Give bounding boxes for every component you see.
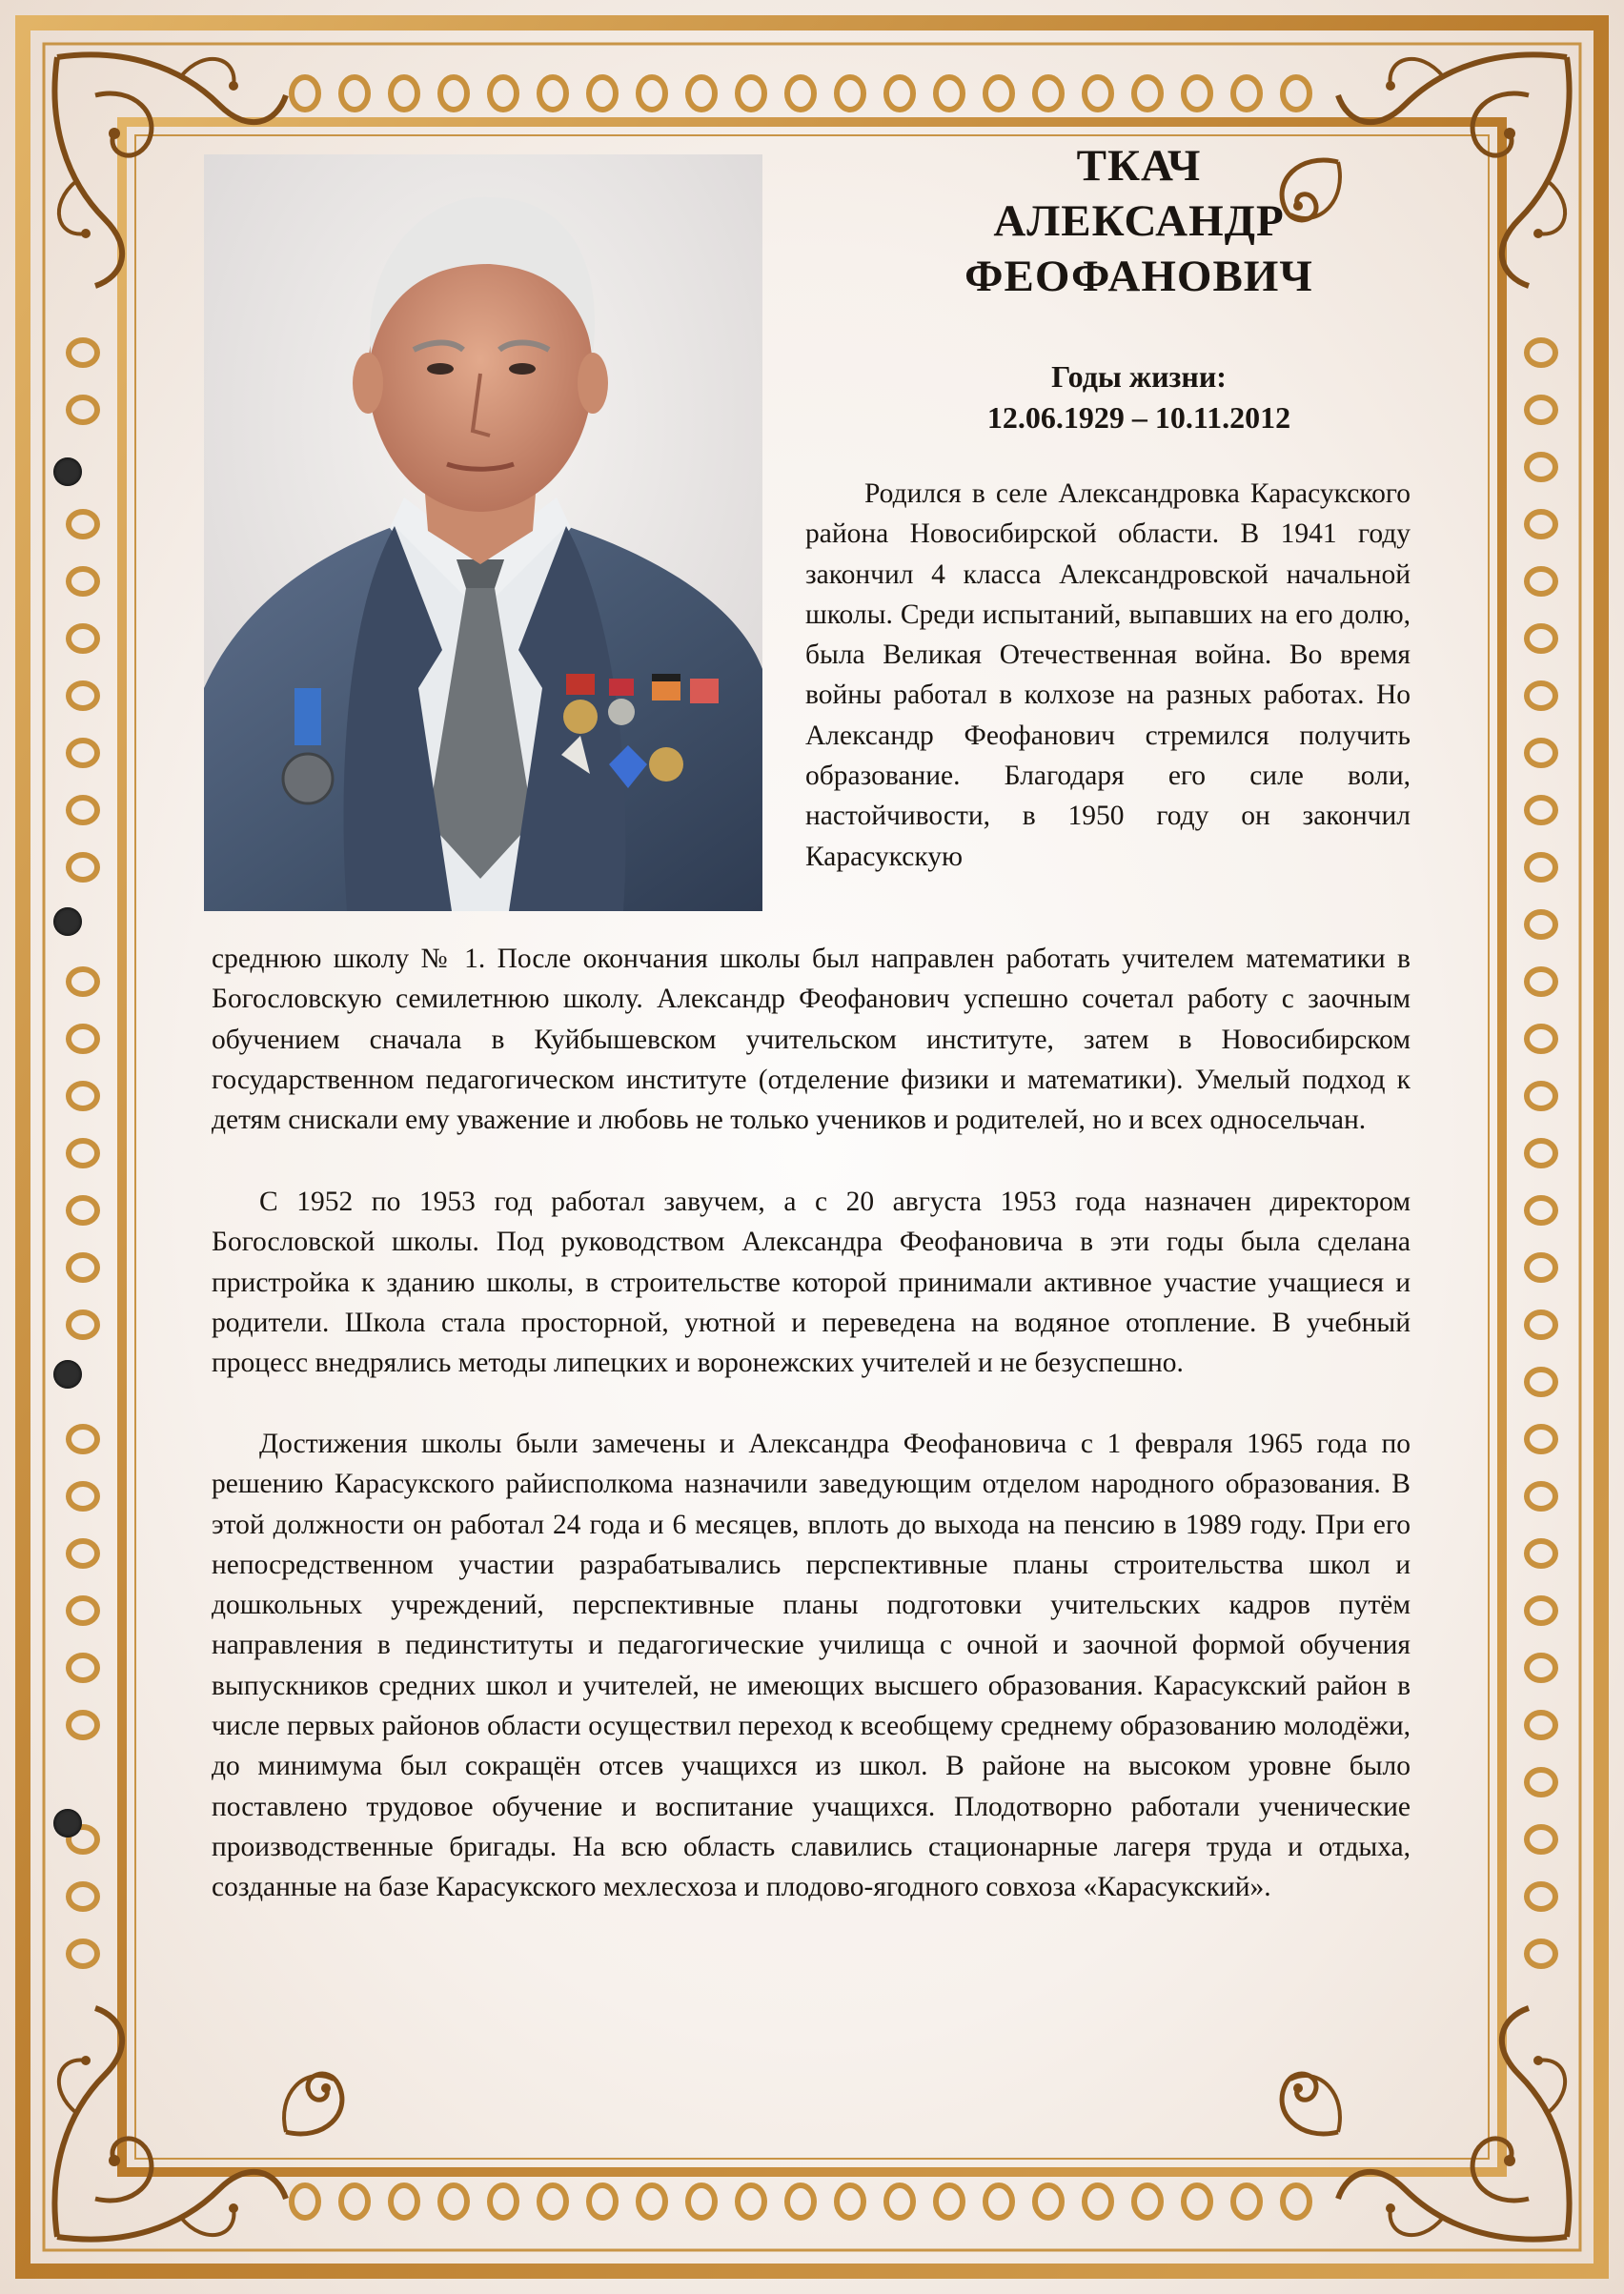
paragraph-3: Достижения школы были замечены и Александра Феофановича с 1 февраля 1965 года по решению Карасукского райисполкома назначили заведующим отделом народного образования. В этой должности он работал 24 года и 6 месяцев, вплоть до выхода на пенсию в 1989 году. При его непосредственном участии разрабатывались перспективные планы строительства школ и дошкольных учреждений, перспективные планы подготовки учительских кадров путём направления в пединституты и педагогические училища с очной и заочной формой обучения выпускников средних школ и учителей, не имеющих высшего образования. Карасукский район в числе первых районов области осуществил переход к всеобщему среднему образованию молодёжи, до минимума был сокращён отсев учащихся из школ. В районе на высоком уровне было поставлено трудовое обучение и воспитание учащихся. Плодотворно работали ученические производственные бригады. На всю область славились стационарные лагеря труда и отдыха, созданные на базе Карасукского мехлесхоза и плодово-ягодного совхоза «Карасукский». — [212, 1429, 1411, 1903]
binder-hole — [53, 1360, 82, 1389]
portrait-photo — [204, 154, 762, 911]
binder-hole — [53, 1809, 82, 1837]
paragraph-1-wrap: Родился в селе Александровка Карасукского района Новосибирской области. В 1941 году закончил 4 класса Александровской начальной школы. Среди испытаний, выпавших на его долю, была Великая Отечественная война. Во время войны работал в колхозе на разных работах. Но Александр Феофанович стремился получить образование. Благодаря его силе воли, настойчивости, в 1950 году он закончил Карасукскую — [805, 478, 1411, 872]
life-years — [877, 356, 1401, 438]
patronymic: ФЕОФАНОВИЧ — [964, 252, 1313, 301]
binder-hole — [53, 457, 82, 486]
paragraph-1-continued: среднюю школу № 1. После окончания школы был направлен работать учителем математики в Богословскую семилетнюю школу. Александр Феофанович успешно сочетал работу с заочным обучением сначала в Куйбышевском учительском институте, затем в Новосибирском государственном педагогическом институте (отделение физики и математики). Умелый подход к детям снискали ему уважение и любовь не только учеников и родителей, но и всех односельчан. — [212, 944, 1411, 1136]
first-name: АЛЕКСАНДР — [993, 196, 1285, 246]
years-value: 12.06.1929 – 10.11.2012 — [986, 400, 1291, 435]
surname: ТКАЧ — [1076, 141, 1202, 191]
paragraph-2: С 1952 по 1953 год работал завучем, а с 20 августа 1953 года назначен директором Богословской школы. Под руководством Александра Феофановича в эти годы была сделана пристройка к зданию школы, в строительстве которой принимали активное участие учащиеся и родители. Школа стала просторной, уютной и переведена на водяное отопление. В учебный процесс внедрялись методы липецких и воронежских учителей и не безуспешно. — [212, 1187, 1411, 1379]
person-name — [877, 138, 1401, 304]
binder-hole — [53, 907, 82, 936]
years-label: Годы жизни: — [1051, 359, 1227, 394]
